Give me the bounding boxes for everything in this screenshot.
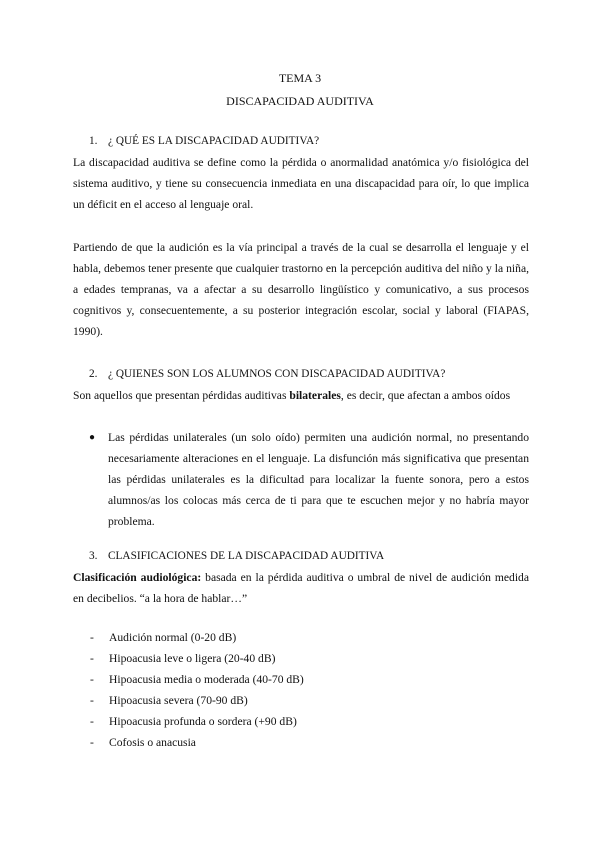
document-subtitle: DISCAPACIDAD AUDITIVA [226,94,374,108]
list-item-text: Hipoacusia leve o ligera (20-40 dB) [109,652,276,665]
classification-text: basada en la pérdida auditiva o umbral de nivel de audición medida en decibelios. “a la hora de hablar…” [73,571,529,605]
intro-text: Son aquellos que presentan pérdidas auditivas [73,389,290,402]
list-item-text: Hipoacusia media o moderada (40-70 dB) [109,673,304,686]
dash-icon: - [90,631,94,644]
section-heading-1 [89,131,319,152]
dash-icon: - [90,694,94,707]
section-heading-3 [89,546,384,567]
section-heading-text: ¿ QUÉ ES LA DISCAPACIDAD AUDITIVA? [108,135,320,147]
paragraph-audition: Partiendo de que la audición es la vía principal a través de la cual se desarrolla el lenguaje y el habla, debemos tener presente que cualquier trastorno en la percepción auditiva del niño y la niña, a edades tempranas, va a afectar a su desarrollo lingüístico y comunicativo, a sus procesos cognitivos y, consecuentemente, a su posterior integración escolar, social y laboral (FIAPAS, 1990). [73,241,529,338]
list-item-text: Audición normal (0-20 dB) [109,631,237,644]
list-item-text: Cofosis o anacusia [109,736,196,749]
section-heading-text: CLASIFICACIONES DE LA DISCAPACIDAD AUDITIVA [108,550,385,562]
section-number: 2. [89,368,98,380]
section-heading-text: ¿ QUIENES SON LOS ALUMNOS CON DISCAPACIDAD AUDITIVA? [108,368,446,380]
bullet-unilateral: Las pérdidas unilaterales (un solo oído) permiten una audición normal, no presentando necesariamente alteraciones en el lenguaje. La disfunción más significativa que presentan las pérdidas unilaterales es la dificultad para localizar la fuente sonora, pero a estos alumnos/as los colocas más cerca de ti para que te escuchen mejor y no habría mayor problema. [108,431,529,528]
list-item-text: Hipoacusia profunda o sordera (+90 dB) [109,715,297,728]
intro-text-end: , es decir, que afectan a ambos oídos [340,389,511,402]
list-item [90,711,304,732]
list-item-text: Hipoacusia severa (70-90 dB) [109,694,248,707]
list-item [90,627,304,648]
list-item [90,669,304,690]
section-number: 3. [89,550,98,562]
list-item [90,690,304,711]
bullet-icon: ● [89,432,96,443]
bold-term: Clasificación audiológica: [73,571,202,584]
paragraph-classification [73,567,529,609]
dash-icon: - [90,673,94,686]
section-number: 1. [89,135,98,147]
hearing-loss-list [90,627,304,753]
list-item [90,732,304,753]
paragraph-bilateral [73,385,529,406]
bold-term: bilaterales [289,389,341,402]
list-item [90,648,304,669]
dash-icon: - [90,652,94,665]
document-title: TEMA 3 [278,71,322,85]
dash-icon: - [90,715,94,728]
dash-icon: - [90,736,94,749]
paragraph-definition: La discapacidad auditiva se define como la pérdida o anormalidad anatómica y/o fisiológica del sistema auditivo, y tiene su consecuencia inmediata en una discapacidad para oír, lo que implica un déficit en el acceso al lenguaje oral. [73,156,529,211]
section-heading-2 [89,364,445,385]
